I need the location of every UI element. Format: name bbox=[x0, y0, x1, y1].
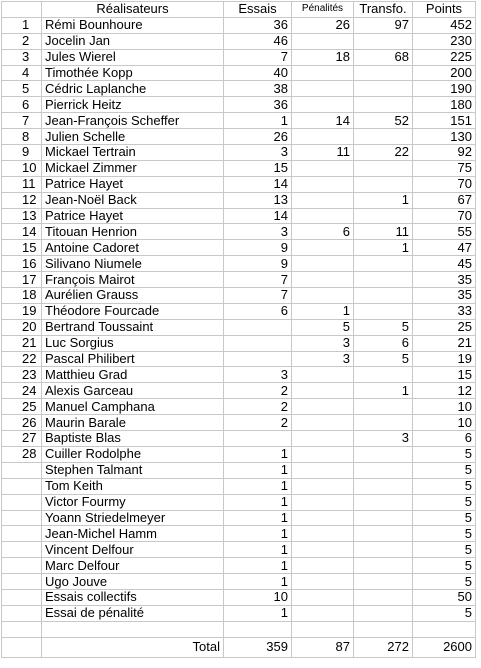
table-row bbox=[2, 240, 476, 256]
scorer-name-cell[interactable]: Jean-François Scheffer bbox=[42, 113, 224, 129]
scorer-name-cell[interactable]: Stephen Talmant bbox=[42, 462, 224, 478]
essais-cell[interactable]: 9 bbox=[224, 240, 292, 256]
transfo-cell[interactable]: 1 bbox=[354, 383, 413, 399]
points-cell[interactable]: 180 bbox=[413, 97, 476, 113]
scorer-name-cell[interactable] bbox=[42, 621, 224, 637]
transfo-cell[interactable] bbox=[354, 176, 413, 192]
table-body bbox=[2, 17, 476, 637]
penalites-cell[interactable] bbox=[292, 192, 354, 208]
header-realisateurs[interactable]: Réalisateurs bbox=[42, 2, 224, 18]
transfo-cell[interactable] bbox=[354, 288, 413, 304]
essais-cell[interactable]: 40 bbox=[224, 65, 292, 81]
essais-cell[interactable]: 1 bbox=[224, 462, 292, 478]
table-row bbox=[2, 272, 476, 288]
points-cell[interactable]: 35 bbox=[413, 288, 476, 304]
transfo-cell[interactable] bbox=[354, 542, 413, 558]
transfo-cell[interactable] bbox=[354, 558, 413, 574]
penalites-cell[interactable]: 3 bbox=[292, 351, 354, 367]
penalites-cell[interactable]: 14 bbox=[292, 113, 354, 129]
essais-cell[interactable]: 9 bbox=[224, 256, 292, 272]
points-cell[interactable]: 5 bbox=[413, 478, 476, 494]
table-row bbox=[2, 351, 476, 367]
essais-cell[interactable]: 13 bbox=[224, 192, 292, 208]
penalites-cell[interactable] bbox=[292, 65, 354, 81]
points-cell[interactable]: 15 bbox=[413, 367, 476, 383]
table-row bbox=[2, 303, 476, 319]
table-row bbox=[2, 113, 476, 129]
essais-cell[interactable]: 1 bbox=[224, 542, 292, 558]
rank-cell[interactable] bbox=[2, 526, 42, 542]
penalites-cell[interactable] bbox=[292, 367, 354, 383]
penalites-cell[interactable]: 3 bbox=[292, 335, 354, 351]
points-cell[interactable]: 70 bbox=[413, 208, 476, 224]
scorer-name-cell[interactable]: Alexis Garceau bbox=[42, 383, 224, 399]
essais-cell[interactable]: 3 bbox=[224, 145, 292, 161]
scorer-name-cell[interactable]: Victor Fourmy bbox=[42, 494, 224, 510]
points-cell[interactable]: 33 bbox=[413, 303, 476, 319]
essais-cell[interactable]: 7 bbox=[224, 272, 292, 288]
rank-cell[interactable]: 3 bbox=[2, 49, 42, 65]
penalites-cell[interactable] bbox=[292, 446, 354, 462]
points-cell[interactable]: 55 bbox=[413, 224, 476, 240]
rank-cell[interactable]: 19 bbox=[2, 303, 42, 319]
penalites-cell[interactable]: 11 bbox=[292, 145, 354, 161]
transfo-cell[interactable] bbox=[354, 97, 413, 113]
points-cell[interactable]: 70 bbox=[413, 176, 476, 192]
penalites-cell[interactable] bbox=[292, 510, 354, 526]
rank-cell[interactable] bbox=[2, 558, 42, 574]
table-row bbox=[2, 605, 476, 621]
rank-cell[interactable]: 12 bbox=[2, 192, 42, 208]
rank-cell[interactable]: 2 bbox=[2, 33, 42, 49]
transfo-cell[interactable] bbox=[354, 446, 413, 462]
table-row bbox=[2, 176, 476, 192]
table-row bbox=[2, 621, 476, 637]
essais-cell[interactable]: 1 bbox=[224, 510, 292, 526]
table-row bbox=[2, 367, 476, 383]
penalites-cell[interactable] bbox=[292, 542, 354, 558]
points-cell[interactable]: 10 bbox=[413, 399, 476, 415]
rank-cell[interactable] bbox=[2, 589, 42, 605]
transfo-cell[interactable] bbox=[354, 605, 413, 621]
table-row bbox=[2, 192, 476, 208]
table-row bbox=[2, 160, 476, 176]
table-row bbox=[2, 65, 476, 81]
rank-cell[interactable] bbox=[2, 621, 42, 637]
rank-cell[interactable]: 24 bbox=[2, 383, 42, 399]
table-row bbox=[2, 526, 476, 542]
penalites-cell[interactable]: 1 bbox=[292, 303, 354, 319]
scorers-table bbox=[1, 1, 476, 658]
rank-cell[interactable]: 25 bbox=[2, 399, 42, 415]
scorer-name-cell[interactable]: Antoine Cadoret bbox=[42, 240, 224, 256]
penalites-cell[interactable] bbox=[292, 589, 354, 605]
penalites-cell[interactable] bbox=[292, 176, 354, 192]
scorer-name-cell[interactable]: Bertrand Toussaint bbox=[42, 319, 224, 335]
points-cell[interactable]: 5 bbox=[413, 446, 476, 462]
essais-cell[interactable]: 7 bbox=[224, 288, 292, 304]
points-cell[interactable]: 5 bbox=[413, 510, 476, 526]
scorer-name-cell[interactable]: Théodore Fourcade bbox=[42, 303, 224, 319]
transfo-cell[interactable]: 5 bbox=[354, 319, 413, 335]
penalites-cell[interactable] bbox=[292, 399, 354, 415]
essais-cell[interactable]: 1 bbox=[224, 574, 292, 590]
points-cell[interactable]: 130 bbox=[413, 129, 476, 145]
scorer-name-cell[interactable]: Cédric Laplanche bbox=[42, 81, 224, 97]
penalites-cell[interactable] bbox=[292, 526, 354, 542]
essais-cell[interactable]: 36 bbox=[224, 17, 292, 33]
rank-cell[interactable]: 7 bbox=[2, 113, 42, 129]
rank-cell[interactable]: 27 bbox=[2, 431, 42, 447]
transfo-cell[interactable]: 1 bbox=[354, 192, 413, 208]
rank-cell[interactable] bbox=[2, 494, 42, 510]
scorer-name-cell[interactable]: Tom Keith bbox=[42, 478, 224, 494]
scorer-name-cell[interactable]: Yoann Striedelmeyer bbox=[42, 510, 224, 526]
transfo-cell[interactable]: 3 bbox=[354, 431, 413, 447]
points-cell[interactable]: 10 bbox=[413, 415, 476, 431]
header-row bbox=[2, 2, 476, 18]
points-cell[interactable]: 151 bbox=[413, 113, 476, 129]
points-cell[interactable]: 21 bbox=[413, 335, 476, 351]
table-row bbox=[2, 145, 476, 161]
transfo-cell[interactable] bbox=[354, 415, 413, 431]
scorer-name-cell[interactable]: Patrice Hayet bbox=[42, 208, 224, 224]
transfo-cell[interactable] bbox=[354, 526, 413, 542]
penalites-cell[interactable] bbox=[292, 272, 354, 288]
essais-cell[interactable]: 3 bbox=[224, 367, 292, 383]
transfo-cell[interactable] bbox=[354, 510, 413, 526]
transfo-cell[interactable] bbox=[354, 256, 413, 272]
penalites-cell[interactable] bbox=[292, 621, 354, 637]
table-row bbox=[2, 319, 476, 335]
rank-cell[interactable]: 16 bbox=[2, 256, 42, 272]
essais-cell[interactable]: 6 bbox=[224, 303, 292, 319]
scorer-name-cell[interactable]: Aurélien Grauss bbox=[42, 288, 224, 304]
essais-cell[interactable]: 2 bbox=[224, 399, 292, 415]
transfo-cell[interactable] bbox=[354, 399, 413, 415]
rank-cell[interactable]: 8 bbox=[2, 129, 42, 145]
total-transfo[interactable]: 272 bbox=[354, 637, 413, 657]
total-label[interactable]: Total bbox=[42, 637, 224, 657]
penalites-cell[interactable] bbox=[292, 208, 354, 224]
scorer-name-cell[interactable]: Jocelin Jan bbox=[42, 33, 224, 49]
penalites-cell[interactable] bbox=[292, 494, 354, 510]
total-penalites[interactable]: 87 bbox=[292, 637, 354, 657]
scorer-name-cell[interactable]: Mickael Zimmer bbox=[42, 160, 224, 176]
points-cell[interactable]: 19 bbox=[413, 351, 476, 367]
table-row bbox=[2, 208, 476, 224]
penalites-cell[interactable] bbox=[292, 129, 354, 145]
essais-cell[interactable]: 46 bbox=[224, 33, 292, 49]
rank-cell[interactable]: 6 bbox=[2, 97, 42, 113]
transfo-cell[interactable]: 52 bbox=[354, 113, 413, 129]
points-cell[interactable]: 5 bbox=[413, 558, 476, 574]
scorer-name-cell[interactable]: Essais collectifs bbox=[42, 589, 224, 605]
penalites-cell[interactable]: 26 bbox=[292, 17, 354, 33]
penalites-cell[interactable]: 18 bbox=[292, 49, 354, 65]
points-cell[interactable]: 12 bbox=[413, 383, 476, 399]
transfo-cell[interactable] bbox=[354, 621, 413, 637]
scorer-name-cell[interactable]: Marc Delfour bbox=[42, 558, 224, 574]
table-row bbox=[2, 383, 476, 399]
table-row bbox=[2, 288, 476, 304]
table-row bbox=[2, 49, 476, 65]
points-cell[interactable]: 5 bbox=[413, 494, 476, 510]
rank-cell[interactable]: 9 bbox=[2, 145, 42, 161]
table-row bbox=[2, 431, 476, 447]
scorer-name-cell[interactable]: Luc Sorgius bbox=[42, 335, 224, 351]
penalites-cell[interactable] bbox=[292, 81, 354, 97]
scorer-name-cell[interactable]: Vincent Delfour bbox=[42, 542, 224, 558]
table-row bbox=[2, 256, 476, 272]
essais-cell[interactable]: 2 bbox=[224, 383, 292, 399]
essais-cell[interactable]: 14 bbox=[224, 176, 292, 192]
table-row bbox=[2, 446, 476, 462]
essais-cell[interactable]: 3 bbox=[224, 224, 292, 240]
penalites-cell[interactable]: 6 bbox=[292, 224, 354, 240]
transfo-cell[interactable]: 68 bbox=[354, 49, 413, 65]
penalites-cell[interactable]: 5 bbox=[292, 319, 354, 335]
scorer-name-cell[interactable]: Cuiller Rodolphe bbox=[42, 446, 224, 462]
rank-cell[interactable] bbox=[2, 605, 42, 621]
penalites-cell[interactable] bbox=[292, 558, 354, 574]
essais-cell[interactable]: 10 bbox=[224, 589, 292, 605]
scorer-name-cell[interactable]: Timothée Kopp bbox=[42, 65, 224, 81]
scorer-name-cell[interactable]: Ugo Jouve bbox=[42, 574, 224, 590]
scorer-name-cell[interactable]: Manuel Camphana bbox=[42, 399, 224, 415]
essais-cell[interactable]: 2 bbox=[224, 415, 292, 431]
penalites-cell[interactable] bbox=[292, 256, 354, 272]
essais-cell[interactable]: 7 bbox=[224, 49, 292, 65]
table-row bbox=[2, 542, 476, 558]
header-essais[interactable]: Essais bbox=[224, 2, 292, 18]
transfo-cell[interactable] bbox=[354, 272, 413, 288]
penalites-cell[interactable] bbox=[292, 605, 354, 621]
points-cell[interactable]: 5 bbox=[413, 605, 476, 621]
penalites-cell[interactable] bbox=[292, 415, 354, 431]
transfo-cell[interactable] bbox=[354, 303, 413, 319]
total-rank-cell[interactable] bbox=[2, 637, 42, 657]
table-row bbox=[2, 17, 476, 33]
table-row bbox=[2, 510, 476, 526]
points-cell[interactable]: 452 bbox=[413, 17, 476, 33]
transfo-cell[interactable] bbox=[354, 462, 413, 478]
points-cell[interactable]: 230 bbox=[413, 33, 476, 49]
scorer-name-cell[interactable]: Patrice Hayet bbox=[42, 176, 224, 192]
rank-cell[interactable]: 4 bbox=[2, 65, 42, 81]
rank-cell[interactable]: 20 bbox=[2, 319, 42, 335]
scorer-name-cell[interactable]: Mickael Tertrain bbox=[42, 145, 224, 161]
rank-cell[interactable]: 23 bbox=[2, 367, 42, 383]
transfo-cell[interactable] bbox=[354, 65, 413, 81]
rank-cell[interactable]: 22 bbox=[2, 351, 42, 367]
essais-cell[interactable] bbox=[224, 335, 292, 351]
transfo-cell[interactable]: 97 bbox=[354, 17, 413, 33]
essais-cell[interactable]: 14 bbox=[224, 208, 292, 224]
table-row bbox=[2, 81, 476, 97]
table-row bbox=[2, 224, 476, 240]
scorer-name-cell[interactable]: François Mairot bbox=[42, 272, 224, 288]
penalites-cell[interactable] bbox=[292, 383, 354, 399]
header-transfo[interactable]: Transfo. bbox=[354, 2, 413, 18]
points-cell[interactable]: 50 bbox=[413, 589, 476, 605]
transfo-cell[interactable] bbox=[354, 589, 413, 605]
rank-cell[interactable]: 13 bbox=[2, 208, 42, 224]
rank-cell[interactable]: 11 bbox=[2, 176, 42, 192]
table-row bbox=[2, 399, 476, 415]
essais-cell[interactable] bbox=[224, 431, 292, 447]
points-cell[interactable]: 5 bbox=[413, 574, 476, 590]
table-row bbox=[2, 462, 476, 478]
total-row bbox=[2, 637, 476, 657]
transfo-cell[interactable]: 1 bbox=[354, 240, 413, 256]
scorer-name-cell[interactable]: Jules Wierel bbox=[42, 49, 224, 65]
essais-cell[interactable]: 15 bbox=[224, 160, 292, 176]
transfo-cell[interactable] bbox=[354, 574, 413, 590]
rank-cell[interactable]: 26 bbox=[2, 415, 42, 431]
table-row bbox=[2, 335, 476, 351]
essais-cell[interactable]: 1 bbox=[224, 526, 292, 542]
transfo-cell[interactable]: 11 bbox=[354, 224, 413, 240]
header-penalites[interactable]: Pénalités bbox=[292, 2, 354, 18]
points-cell[interactable]: 5 bbox=[413, 542, 476, 558]
rank-cell[interactable]: 17 bbox=[2, 272, 42, 288]
penalites-cell[interactable] bbox=[292, 478, 354, 494]
transfo-cell[interactable] bbox=[354, 129, 413, 145]
points-cell[interactable]: 25 bbox=[413, 319, 476, 335]
essais-cell[interactable]: 1 bbox=[224, 605, 292, 621]
points-cell[interactable]: 47 bbox=[413, 240, 476, 256]
points-cell[interactable]: 200 bbox=[413, 65, 476, 81]
rank-cell[interactable] bbox=[2, 462, 42, 478]
points-cell[interactable]: 6 bbox=[413, 431, 476, 447]
essais-cell[interactable] bbox=[224, 351, 292, 367]
points-cell[interactable]: 75 bbox=[413, 160, 476, 176]
essais-cell[interactable]: 36 bbox=[224, 97, 292, 113]
table-row bbox=[2, 478, 476, 494]
transfo-cell[interactable] bbox=[354, 478, 413, 494]
scorer-name-cell[interactable]: Julien Schelle bbox=[42, 129, 224, 145]
penalites-cell[interactable] bbox=[292, 288, 354, 304]
rank-cell[interactable]: 10 bbox=[2, 160, 42, 176]
essais-cell[interactable]: 1 bbox=[224, 113, 292, 129]
penalites-cell[interactable] bbox=[292, 160, 354, 176]
table-row bbox=[2, 33, 476, 49]
rank-cell[interactable]: 15 bbox=[2, 240, 42, 256]
header-rank[interactable] bbox=[2, 2, 42, 18]
total-points[interactable]: 2600 bbox=[413, 637, 476, 657]
total-essais[interactable]: 359 bbox=[224, 637, 292, 657]
points-cell[interactable]: 225 bbox=[413, 49, 476, 65]
table-row bbox=[2, 589, 476, 605]
scorer-name-cell[interactable]: Jean-Noël Back bbox=[42, 192, 224, 208]
essais-cell[interactable]: 1 bbox=[224, 558, 292, 574]
table-row bbox=[2, 574, 476, 590]
points-cell[interactable]: 45 bbox=[413, 256, 476, 272]
transfo-cell[interactable]: 5 bbox=[354, 351, 413, 367]
points-cell[interactable]: 35 bbox=[413, 272, 476, 288]
transfo-cell[interactable] bbox=[354, 494, 413, 510]
table-row bbox=[2, 494, 476, 510]
points-cell[interactable]: 92 bbox=[413, 145, 476, 161]
essais-cell[interactable] bbox=[224, 319, 292, 335]
transfo-cell[interactable] bbox=[354, 367, 413, 383]
transfo-cell[interactable] bbox=[354, 81, 413, 97]
scorer-name-cell[interactable]: Essai de pénalité bbox=[42, 605, 224, 621]
rank-cell[interactable]: 14 bbox=[2, 224, 42, 240]
scorer-name-cell[interactable]: Silivano Niumele bbox=[42, 256, 224, 272]
rank-cell[interactable] bbox=[2, 510, 42, 526]
penalites-cell[interactable] bbox=[292, 97, 354, 113]
scorer-name-cell[interactable]: Baptiste Blas bbox=[42, 431, 224, 447]
transfo-cell[interactable] bbox=[354, 33, 413, 49]
transfo-cell[interactable] bbox=[354, 160, 413, 176]
rank-cell[interactable]: 21 bbox=[2, 335, 42, 351]
scorer-name-cell[interactable]: Matthieu Grad bbox=[42, 367, 224, 383]
scorer-name-cell[interactable]: Pierrick Heitz bbox=[42, 97, 224, 113]
essais-cell[interactable]: 26 bbox=[224, 129, 292, 145]
essais-cell[interactable]: 1 bbox=[224, 446, 292, 462]
scorer-name-cell[interactable]: Jean-Michel Hamm bbox=[42, 526, 224, 542]
essais-cell[interactable] bbox=[224, 621, 292, 637]
scorer-name-cell[interactable]: Rémi Bounhoure bbox=[42, 17, 224, 33]
penalites-cell[interactable] bbox=[292, 431, 354, 447]
scorer-name-cell[interactable]: Pascal Philibert bbox=[42, 351, 224, 367]
rank-cell[interactable]: 1 bbox=[2, 17, 42, 33]
table-row bbox=[2, 415, 476, 431]
penalites-cell[interactable] bbox=[292, 33, 354, 49]
scorer-name-cell[interactable]: Titouan Henrion bbox=[42, 224, 224, 240]
rank-cell[interactable] bbox=[2, 478, 42, 494]
rank-cell[interactable] bbox=[2, 542, 42, 558]
penalites-cell[interactable] bbox=[292, 574, 354, 590]
transfo-cell[interactable]: 22 bbox=[354, 145, 413, 161]
header-points[interactable]: Points bbox=[413, 2, 476, 18]
table-row bbox=[2, 129, 476, 145]
points-cell[interactable] bbox=[413, 621, 476, 637]
table-row bbox=[2, 558, 476, 574]
penalites-cell[interactable] bbox=[292, 462, 354, 478]
points-cell[interactable]: 190 bbox=[413, 81, 476, 97]
points-cell[interactable]: 5 bbox=[413, 462, 476, 478]
rank-cell[interactable]: 28 bbox=[2, 446, 42, 462]
transfo-cell[interactable] bbox=[354, 208, 413, 224]
essais-cell[interactable]: 38 bbox=[224, 81, 292, 97]
rank-cell[interactable]: 18 bbox=[2, 288, 42, 304]
transfo-cell[interactable]: 6 bbox=[354, 335, 413, 351]
table-row bbox=[2, 97, 476, 113]
scorer-name-cell[interactable]: Maurin Barale bbox=[42, 415, 224, 431]
essais-cell[interactable]: 1 bbox=[224, 494, 292, 510]
rank-cell[interactable]: 5 bbox=[2, 81, 42, 97]
points-cell[interactable]: 5 bbox=[413, 526, 476, 542]
points-cell[interactable]: 67 bbox=[413, 192, 476, 208]
essais-cell[interactable]: 1 bbox=[224, 478, 292, 494]
rank-cell[interactable] bbox=[2, 574, 42, 590]
penalites-cell[interactable] bbox=[292, 240, 354, 256]
